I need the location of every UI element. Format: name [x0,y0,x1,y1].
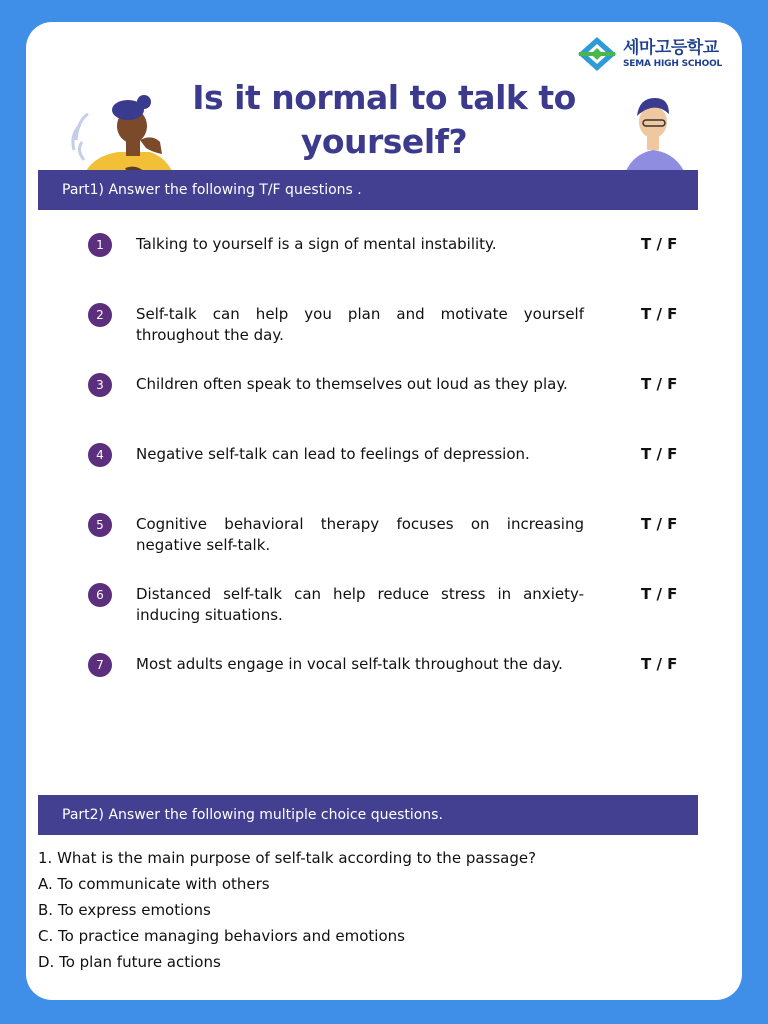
true-false-choice[interactable]: T / F [641,445,678,463]
mc-question: 1. What is the main purpose of self-talk according to the passage? [38,849,537,867]
mc-option-c[interactable]: C. To practice managing behaviors and emotions [38,927,405,945]
question-number-badge: 5 [88,513,112,537]
part2-header: Part2) Answer the following multiple choice questions. [38,795,698,835]
question-text: Cognitive behavioral therapy focuses on increasing negative self-talk. [136,515,584,554]
school-emblem-icon [577,36,617,72]
mc-option-a[interactable]: A. To communicate with others [38,875,270,893]
worksheet-card [26,22,742,1000]
question-text: Negative self-talk can lead to feelings of depression. [136,445,530,463]
question-number-badge: 4 [88,443,112,467]
true-false-choice[interactable]: T / F [641,375,678,393]
question-text: Most adults engage in vocal self-talk throughout the day. [136,655,563,673]
true-false-choice[interactable]: T / F [641,655,678,673]
question-text: Children often speak to themselves out loud as they play. [136,375,568,393]
page-title: Is it normal to talk to yourself? [192,78,576,161]
question-text: Talking to yourself is a sign of mental instability. [136,235,497,253]
multiple-choice-block [38,845,718,975]
question-text: Distanced self-talk can help reduce stress in anxiety-inducing situations. [136,585,584,624]
question-text: Self-talk can help you plan and motivate yourself throughout the day. [136,305,584,344]
true-false-choice[interactable]: T / F [641,305,678,323]
question-number-badge: 3 [88,373,112,397]
logo-english-text: SEMA HIGH SCHOOL [623,58,723,69]
school-logo [577,36,722,72]
question-number-badge: 1 [88,233,112,257]
logo-korean-text: 세마고등학교 [623,37,719,58]
mc-option-b[interactable]: B. To express emotions [38,901,211,919]
true-false-choice[interactable]: T / F [641,585,678,603]
mc-option-d[interactable]: D. To plan future actions [38,953,221,971]
true-false-choice[interactable]: T / F [641,515,678,533]
question-number-badge: 7 [88,653,112,677]
question-number-badge: 2 [88,303,112,327]
part1-header: Part1) Answer the following T/F questions . [38,170,698,210]
true-false-choice[interactable]: T / F [641,235,678,253]
question-number-badge: 6 [88,583,112,607]
